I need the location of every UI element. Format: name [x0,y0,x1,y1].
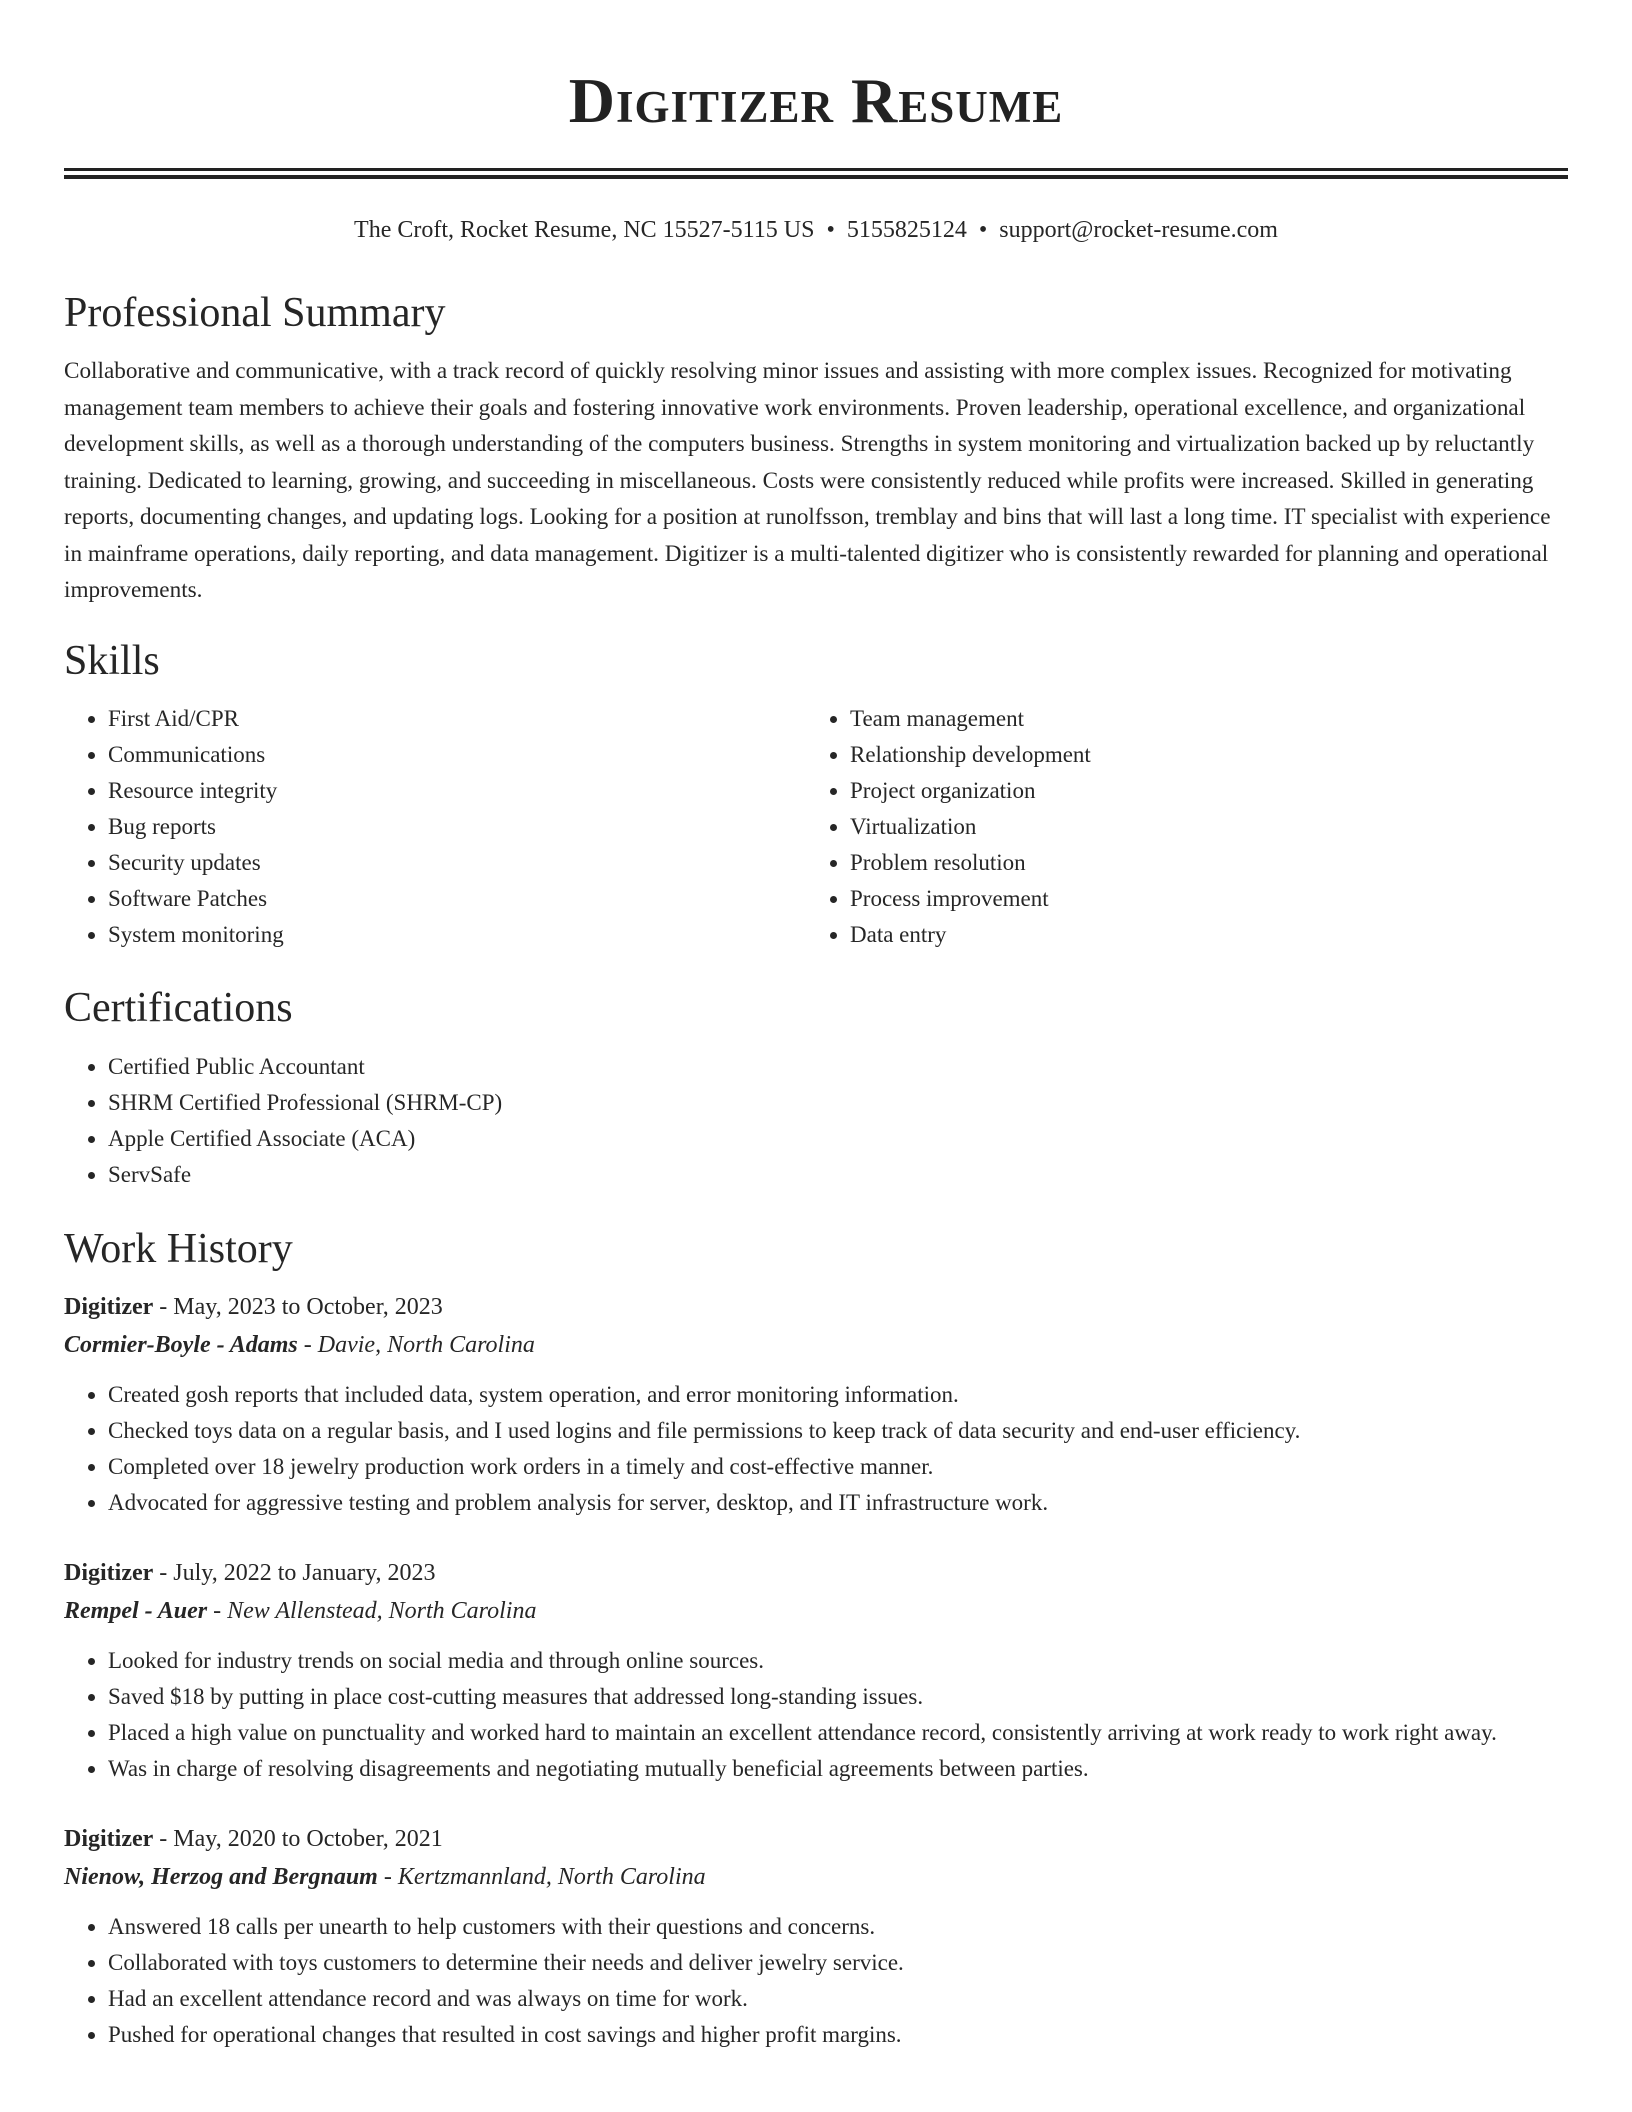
certification-item: • Apple Certified Associate (ACA) [108,1121,1568,1157]
skill-item: • Project organization [850,773,1548,809]
job-bullets [64,1377,1568,1521]
skills-right-list [806,701,1548,953]
summary-text: Collaborative and communicative, with a track record of quickly resolving minor issues and assisting with more complex issues. Recognized for motivating management team members to achieve their goals and fostering innovative work environments. Proven leadership, operational excellence, and organizational development skills, as well as a thorough understanding of the computers business. Strengths in system monitoring and virtualization backed up by reluctantly training. Dedicated to learning, growing, and succeeding in miscellaneous. Costs were consistently reduced while profits were increased. Skilled in generating reports, documenting changes, and updating logs. Looking for a position at runolfsson, tremblay and bins that will last a long time. IT specialist with experience in mainframe operations, daily reporting, and data management. Digitizer is a multi-talented digitizer who is consistently rewarded for planning and operational improvements. [64,358,1551,603]
skills-columns [64,701,1568,953]
job-company: Rempel - Auer [64,1597,208,1624]
resume-title: Digitizer Resume [568,65,1064,136]
job-location: Davie, North Carolina [317,1331,535,1358]
skill-item: • Resource integrity [108,773,806,809]
resume-page [64,0,1568,2053]
work-history-heading: Work History [64,1225,293,1272]
job-title-line: Digitizer - May, 2020 to October, 2021 [64,1825,443,1852]
certifications-list [64,1049,1568,1193]
job-bullet: • Placed a high value on punctuality and worked hard to maintain an excellent attendance record, consistently arriving at work ready to work right away. [108,1715,1568,1751]
job-bullet: • Checked toys data on a regular basis, and I used logins and file permissions to keep track of data security and end-user efficiency. [108,1413,1568,1449]
job-bullet: • Completed over 18 jewelry production work orders in a timely and cost-effective manner. [108,1449,1568,1485]
job-bullet: • Had an excellent attendance record and was always on time for work. [108,1981,1568,2017]
job-dates: May, 2023 to October, 2023 [173,1293,443,1320]
skill-item: • Process improvement [850,881,1548,917]
summary-heading: Professional Summary [64,290,446,336]
job-bullet: • Created gosh reports that included data, system operation, and error monitoring information. [108,1377,1568,1413]
skill-item: • Software Patches [108,881,806,917]
job-bullet: • Collaborated with toys customers to determine their needs and deliver jewelry service. [108,1945,1568,1981]
separator-dot: • [978,217,988,243]
job-dates: May, 2020 to October, 2021 [173,1825,443,1852]
job-bullet: • Answered 18 calls per unearth to help customers with their questions and concerns. [108,1909,1568,1945]
certifications-heading: Certifications [64,984,293,1031]
certification-item: • Certified Public Accountant [108,1049,1568,1085]
skill-item: • Problem resolution [850,845,1548,881]
job-title: Digitizer [64,1559,154,1586]
job-location: Kertzmannland, North Carolina [397,1863,706,1890]
skill-item: • System monitoring [108,917,806,953]
certification-item: • ServSafe [108,1157,1568,1193]
job-title-line: Digitizer - May, 2023 to October, 2023 [64,1293,443,1320]
skills-left-list [64,701,806,953]
job-entry [64,1288,1568,1521]
job-bullet: • Pushed for operational changes that resulted in cost savings and higher profit margins. [108,2017,1568,2053]
job-bullet: • Saved $18 by putting in place cost-cutting measures that addressed long-standing issues. [108,1679,1568,1715]
skill-item: • Bug reports [108,809,806,845]
skill-item: • Communications [108,737,806,773]
skills-heading: Skills [64,637,160,684]
contact-email: support@rocket-resume.com [999,217,1278,243]
job-dates: July, 2022 to January, 2023 [173,1559,436,1586]
job-entry [64,1820,1568,2053]
contact-line [64,215,1568,245]
skill-item: • First Aid/CPR [108,701,806,737]
job-title-line: Digitizer - July, 2022 to January, 2023 [64,1559,436,1586]
job-company: Cormier-Boyle - Adams [64,1331,298,1358]
job-bullet: • Advocated for aggressive testing and problem analysis for server, desktop, and IT infrastructure work. [108,1485,1568,1521]
job-company: Nienow, Herzog and Bergnaum [64,1863,378,1890]
skill-item: • Virtualization [850,809,1548,845]
job-bullet: • Was in charge of resolving disagreements and negotiating mutually beneficial agreements between parties. [108,1751,1568,1787]
separator-dot: • [826,217,835,243]
job-company-line: Rempel - Auer - New Allenstead, North Carolina [64,1597,537,1624]
job-bullets [64,1643,1568,1787]
skill-item: • Team management [850,701,1548,737]
job-title: Digitizer [64,1293,154,1320]
job-title: Digitizer [64,1825,154,1852]
job-company-line: Nienow, Herzog and Bergnaum - Kertzmannland, North Carolina [64,1863,706,1890]
skill-item: • Security updates [108,845,806,881]
title-divider [64,168,1568,179]
job-entry [64,1554,1568,1787]
job-bullets [64,1909,1568,2053]
job-location: New Allenstead, North Carolina [227,1597,537,1624]
job-company-line: Cormier-Boyle - Adams - Davie, North Carolina [64,1331,535,1358]
skill-item: • Data entry [850,917,1548,953]
certification-item: • SHRM Certified Professional (SHRM-CP) [108,1085,1568,1121]
skill-item: • Relationship development [850,737,1548,773]
job-bullet: • Looked for industry trends on social media and through online sources. [108,1643,1568,1679]
contact-address: The Croft, Rocket Resume, NC 15527-5115 US [354,217,815,243]
contact-phone: 5155825124 [846,217,967,243]
